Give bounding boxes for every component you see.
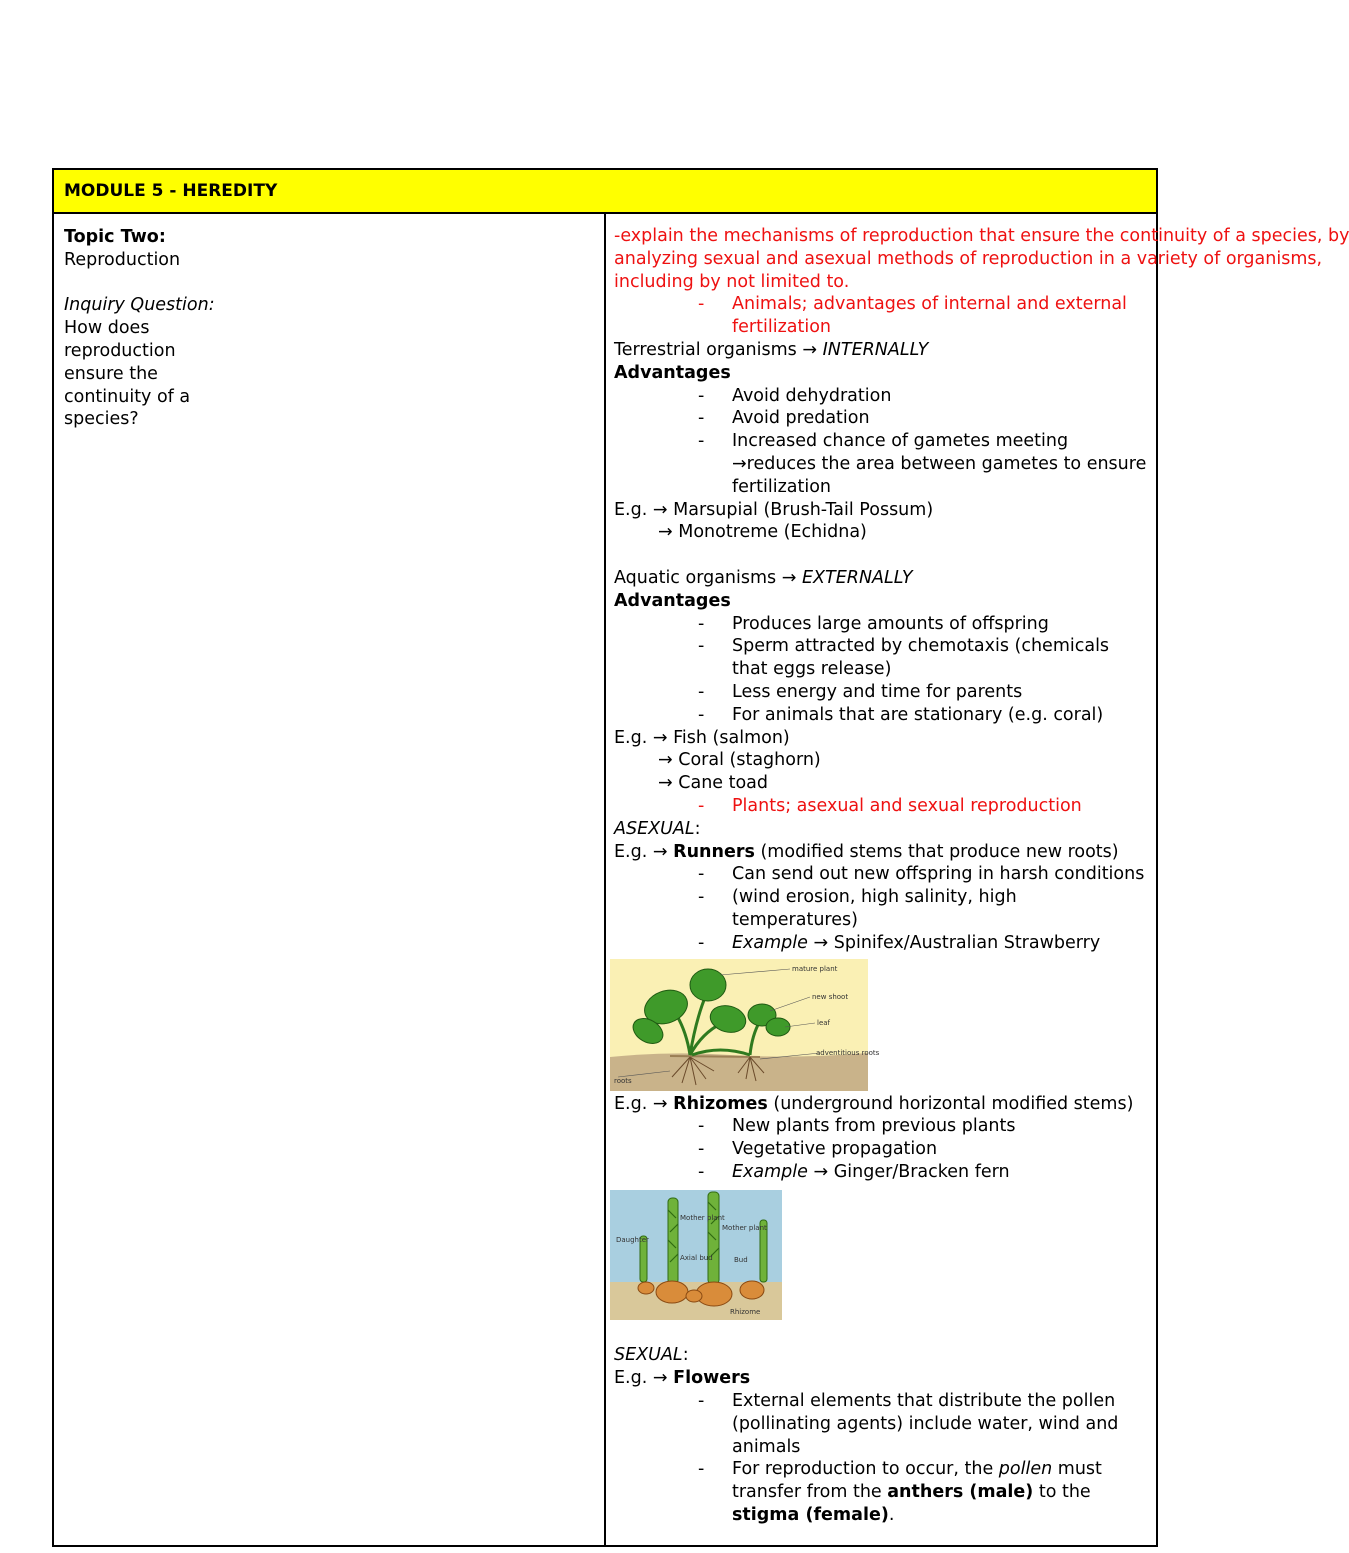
example-line: → Coral (staghorn) [658,750,821,771]
terrestrial-line: Terrestrial organisms → INTERNALLY [614,339,929,360]
inquiry-line: continuity of a [64,386,191,407]
topic-label: Topic Two: [64,227,166,247]
inquiry-label: Inquiry Question: [64,295,215,316]
example-line: E.g. → Marsupial (Brush-Tail Possum) [614,499,934,520]
intro-line: including by not limited to. [614,271,850,292]
fig-label: new shoot [812,992,849,1001]
fig-label: roots [614,1076,632,1085]
fig-label: Daughter [616,1235,649,1244]
aquatic-line: Aquatic organisms → EXTERNALLY [614,567,913,588]
runners-diagram [610,959,1148,1091]
sexual-heading: SEXUAL: [614,1345,689,1366]
inquiry-line: species? [64,409,139,430]
fig-label: Mother plant [722,1223,767,1232]
flowers-line: E.g. → Flowers [614,1368,751,1389]
intro-line: -explain the mechanisms of reproduction that ensure the continuity of a species, by [614,226,1349,246]
fig-label: Mother plant [680,1213,725,1222]
list-item: - Vegetative propagation [698,1139,938,1160]
list-item: - Avoid dehydration [698,385,892,406]
inquiry-line: How does [64,318,150,339]
rhizomes-line: E.g. → Rhizomes (underground horizontal modified stems) [614,1093,1134,1114]
list-item: - Produces large amounts of offspring [698,613,1049,634]
list-item: - (wind erosion, high salinity, high temperatures) [698,887,1017,930]
asexual-heading: ASEXUAL: [614,818,701,839]
intro-line: analyzing sexual and asexual methods of reproduction in a variety of organisms, [614,248,1323,269]
animals-heading: - Animals; advantages of internal and external fertilization [698,294,1127,338]
fig-label: Axial bud [680,1253,713,1262]
list-item: - Example → Spinifex/Australian Strawberry [698,932,1101,953]
list-item: - External elements that distribute the pollen (pollinating agents) include water, wind and animals [698,1391,1119,1457]
list-item: - Less energy and time for parents [698,681,1023,702]
fig-label: Bud [734,1255,748,1264]
fig-label: adventitious roots [816,1048,880,1057]
list-item: - Avoid predation [698,408,870,429]
list-item: - Can send out new offspring in harsh conditions [698,864,1145,885]
inquiry-line: ensure the [64,363,158,384]
topic-column [53,213,605,1546]
topic-name: Reproduction [64,249,181,270]
content-column [605,213,1349,1546]
rhizome-diagram [610,1190,1148,1320]
example-line: E.g. → Fish (salmon) [614,727,790,748]
example-line: → Monotreme (Echidna) [658,522,867,543]
list-item: - Sperm attracted by chemotaxis (chemicals that eggs release) [698,636,1110,680]
runners-line: E.g. → Runners (modified stems that produce new roots) [614,841,1119,862]
list-item: - Increased chance of gametes meeting →reduces the area between gametes to ensure fertilization [698,431,1147,497]
list-item: - Example → Ginger/Bracken fern [698,1161,1010,1182]
list-item: - For reproduction to occur, the pollen must transfer from the anthers (male) to the stigma (female). [698,1459,1102,1526]
plants-heading: - Plants; asexual and sexual reproduction [698,795,1082,816]
module-title: MODULE 5 - HEREDITY [64,181,278,201]
list-item: - New plants from previous plants [698,1116,1016,1137]
inquiry-line: reproduction [64,340,176,361]
example-line: → Cane toad [658,773,769,794]
list-item: - For animals that are stationary (e.g. coral) [698,704,1104,725]
advantages-heading: Advantages [614,362,731,383]
module-header [53,169,1157,213]
module-table [52,168,1349,1547]
fig-label: mature plant [792,964,838,973]
advantages-heading: Advantages [614,590,731,611]
fig-label: leaf [817,1018,831,1027]
fig-label: Rhizome [730,1307,761,1316]
